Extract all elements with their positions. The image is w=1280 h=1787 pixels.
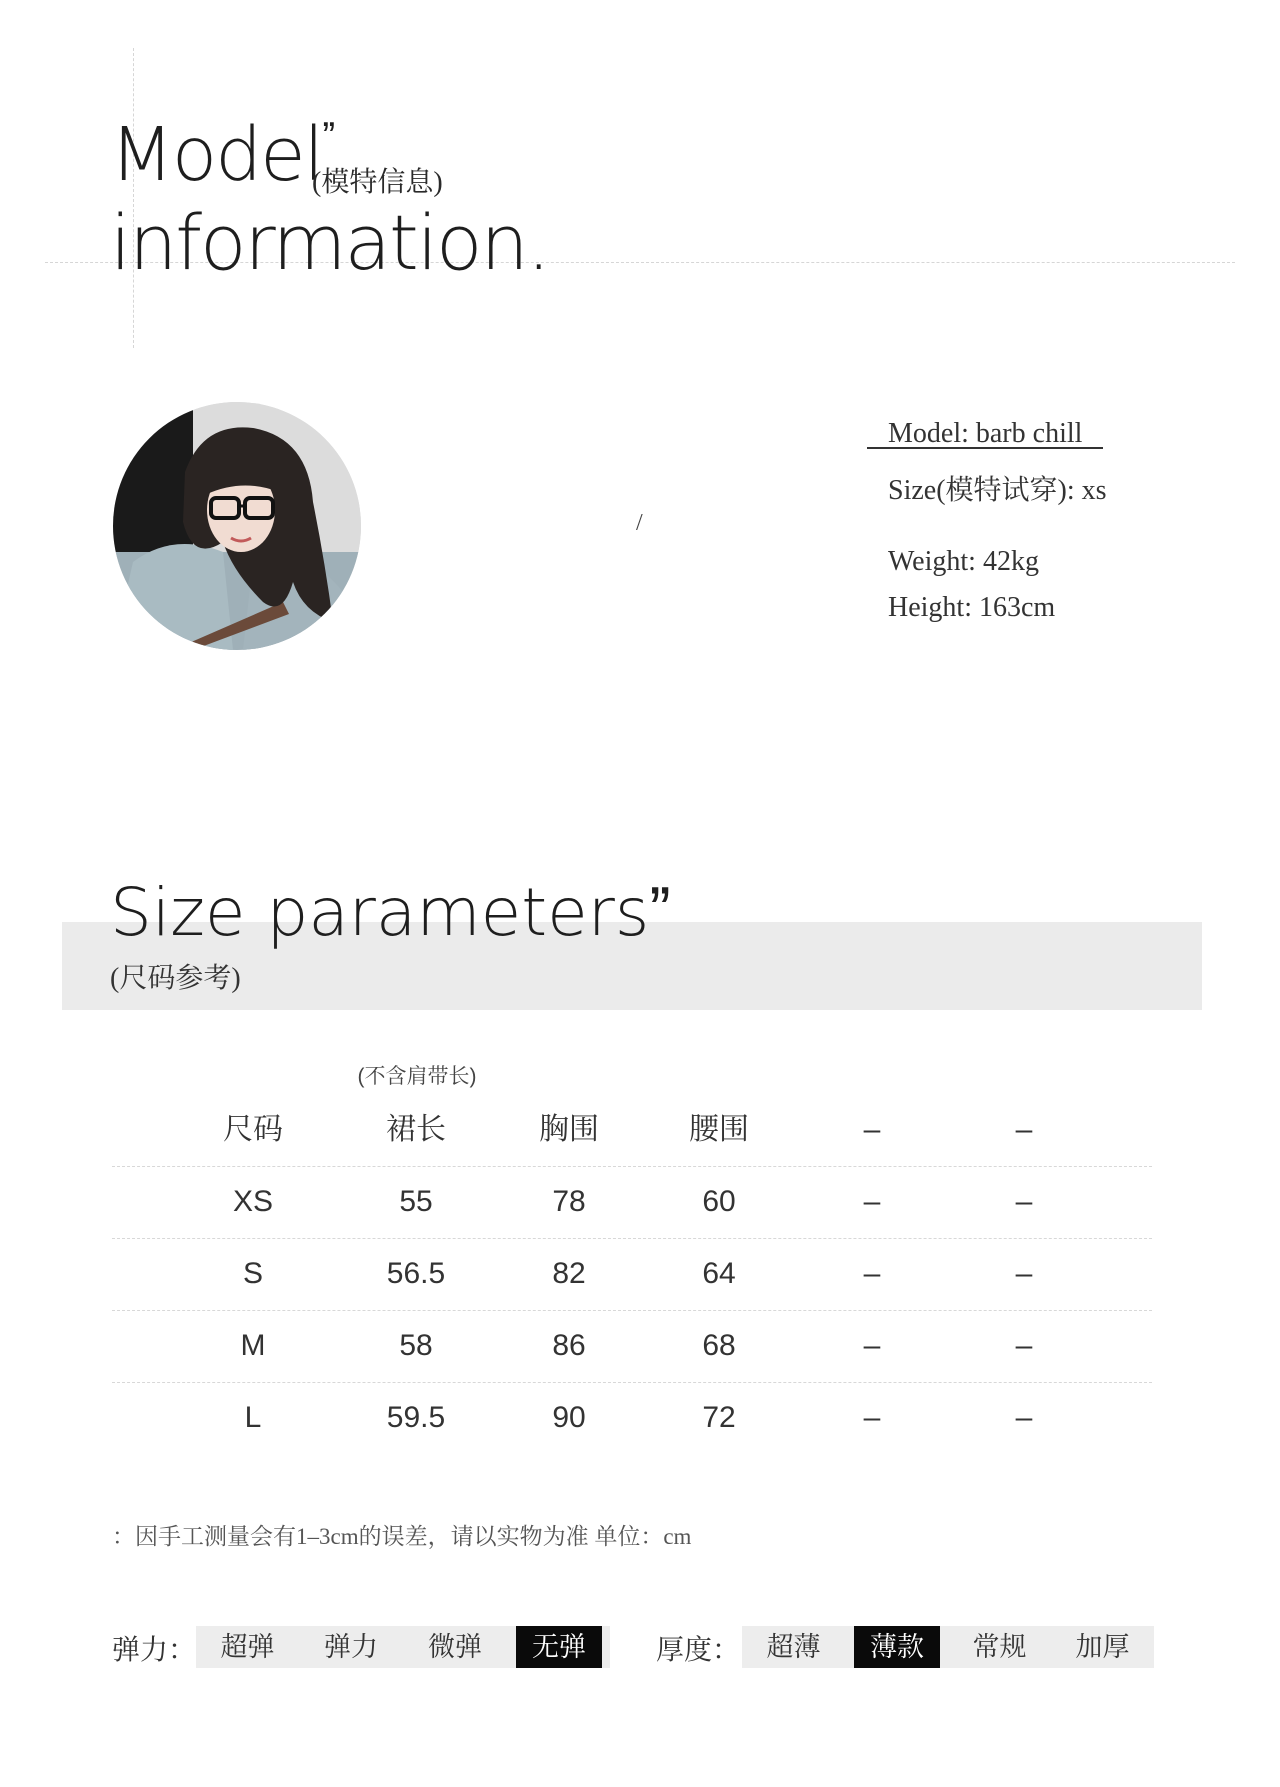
table-row — [112, 1166, 1152, 1239]
header-cell: – — [863, 1113, 881, 1146]
table-cell: 56.5 — [386, 1257, 446, 1290]
model-photo — [113, 402, 361, 650]
model-heading-cn: (模特信息) — [312, 167, 443, 198]
header-cell: 胸围 — [539, 1113, 599, 1146]
model-size: Size(模特试穿): xs — [888, 475, 1107, 506]
table-cell: 68 — [702, 1329, 736, 1362]
table-cell: – — [863, 1257, 881, 1290]
table-cell: – — [1015, 1185, 1033, 1218]
table-cell: 82 — [552, 1257, 586, 1290]
size-parameters-subtitle: (尺码参考) — [110, 963, 241, 994]
table-header-row — [112, 1094, 1152, 1167]
table-cell: 55 — [399, 1185, 433, 1218]
elasticity-option-selected: 无弹 — [516, 1626, 602, 1668]
table-cell: – — [863, 1185, 881, 1218]
size-parameters-heading: Size parametersˮ — [110, 874, 672, 951]
thickness-scale — [742, 1626, 1154, 1668]
table-row — [112, 1310, 1152, 1383]
table-cell: 64 — [702, 1257, 736, 1290]
table-cell: 59.5 — [386, 1401, 446, 1434]
thickness-option-selected: 薄款 — [854, 1626, 940, 1668]
model-name: Model: barb chill — [888, 418, 1083, 449]
table-row — [112, 1238, 1152, 1311]
model-height: Height: 163cm — [888, 592, 1056, 623]
model-heading: Model$^ˮ$ — [110, 112, 334, 198]
elasticity-option: 微弹 — [428, 1632, 482, 1662]
table-cell: 60 — [702, 1185, 736, 1218]
table-cell: L — [244, 1401, 262, 1434]
table-cell: 78 — [552, 1185, 586, 1218]
table-cell: – — [1015, 1401, 1033, 1434]
table-cell: – — [1015, 1329, 1033, 1362]
thickness-label: 厚度： — [656, 1634, 741, 1665]
thickness-option: 超薄 — [766, 1632, 821, 1662]
header-cell: 腰围 — [689, 1113, 749, 1146]
table-cell: 90 — [552, 1401, 586, 1434]
model-name-underline — [867, 447, 1103, 449]
separator-mark: / — [636, 510, 643, 536]
thickness-option: 常规 — [972, 1632, 1027, 1662]
elasticity-label: 弹力： — [112, 1634, 197, 1665]
information-heading: information. — [110, 198, 549, 287]
elasticity-option: 弹力 — [324, 1632, 378, 1662]
table-cell: M — [240, 1329, 266, 1362]
thickness-option: 加厚 — [1075, 1632, 1130, 1662]
table-cell: – — [863, 1401, 881, 1434]
model-weight: Weight: 42kg — [888, 546, 1039, 577]
table-cell: S — [242, 1257, 263, 1290]
measurement-note: ：因手工测量会有1–3cm的误差，请以实物为准 单位：cm — [112, 1524, 692, 1549]
table-cell: 86 — [552, 1329, 586, 1362]
header-cell: – — [1015, 1113, 1033, 1146]
model-avatar — [113, 402, 361, 650]
table-row — [112, 1382, 1152, 1454]
table-cell: 58 — [399, 1329, 433, 1362]
elasticity-scale — [196, 1626, 610, 1668]
table-cell: – — [863, 1329, 881, 1362]
header-cell: 裙长 — [386, 1113, 446, 1146]
elasticity-option: 超弹 — [220, 1632, 275, 1662]
table-cell: – — [1015, 1257, 1033, 1290]
table-cell: XS — [232, 1185, 274, 1218]
length-note: (不含肩带长) — [357, 1065, 477, 1088]
header-cell: 尺码 — [223, 1113, 283, 1146]
table-cell: 72 — [702, 1401, 736, 1434]
